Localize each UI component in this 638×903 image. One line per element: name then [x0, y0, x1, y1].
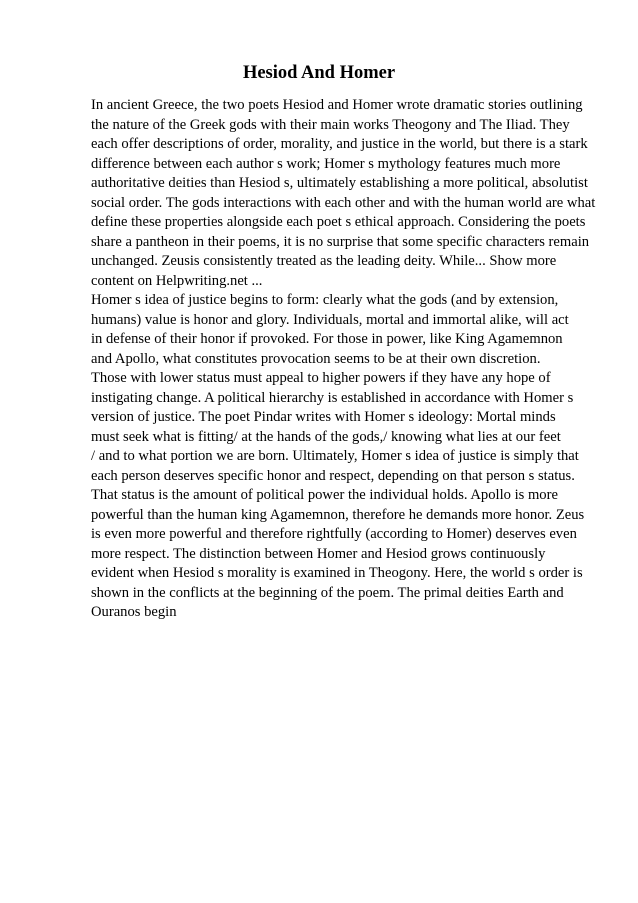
body-line: in defense of their honor if provoked. For those in power, like King Agamemnon — [91, 331, 563, 347]
body-line: share a pantheon in their poems, it is no surprise that some specific characters remain — [91, 233, 590, 250]
body-line: Homer s idea of justice begins to form: clearly what the gods (and by extension, — [91, 292, 559, 308]
body-line: must seek what is fitting/ at the hands of the gods,/ knowing what lies at our feet — [91, 428, 561, 445]
document-body — [91, 96, 611, 623]
body-line: content on Helpwriting.net ... — [91, 272, 263, 289]
body-line: more respect. The distinction between Homer and Hesiod grows continuously — [91, 545, 546, 562]
body-line: instigating change. A political hierarchy is established in accordance with Homer s — [91, 389, 574, 406]
body-line: the nature of the Greek gods with their main works Theogony and The Iliad. They — [91, 116, 570, 133]
body-line: social order. The gods interactions with each other and with the human world are what — [91, 194, 596, 211]
body-line: authoritative deities than Hesiod s, ultimately establishing a more political, absolutist — [91, 175, 588, 191]
body-line: each offer descriptions of order, morality, and justice in the world, but there is a stark — [91, 136, 588, 152]
body-line: powerful than the human king Agamemnon, therefore he demands more honor. Zeus — [91, 506, 585, 523]
body-line: unchanged. Zeusis consistently treated as the leading deity. While... Show more — [91, 253, 557, 269]
body-line: each person deserves specific honor and respect, depending on that person s status. — [91, 467, 575, 484]
body-line: That status is the amount of political power the individual holds. Apollo is more — [91, 487, 558, 503]
body-line: evident when Hesiod s morality is examined in Theogony. Here, the world s order is — [91, 565, 583, 581]
body-line: version of justice. The poet Pindar writes with Homer s ideology: Mortal minds — [91, 409, 556, 425]
body-line: Those with lower status must appeal to higher powers if they have any hope of — [91, 370, 551, 386]
document-title: Hesiod And Homer — [242, 63, 396, 83]
body-line: is even more powerful and therefore rightfully (according to Homer) deserves even — [91, 526, 577, 542]
body-line: In ancient Greece, the two poets Hesiod and Homer wrote dramatic stories outlining — [91, 97, 583, 113]
body-line: define these properties alongside each poet s ethical approach. Considering the poets — [91, 214, 586, 230]
body-line: and Apollo, what constitutes provocation seems to be at their own discretion. — [91, 350, 541, 367]
body-line: humans) value is honor and glory. Individuals, mortal and immortal alike, will act — [91, 311, 569, 328]
body-line: shown in the conflicts at the beginning of the poem. The primal deities Earth and — [91, 584, 564, 601]
body-line: Ouranos begin — [91, 604, 177, 620]
body-line: / and to what portion we are born. Ultimately, Homer s idea of justice is simply that — [91, 448, 579, 464]
body-line: difference between each author s work; Homer s mythology features much more — [91, 155, 561, 172]
